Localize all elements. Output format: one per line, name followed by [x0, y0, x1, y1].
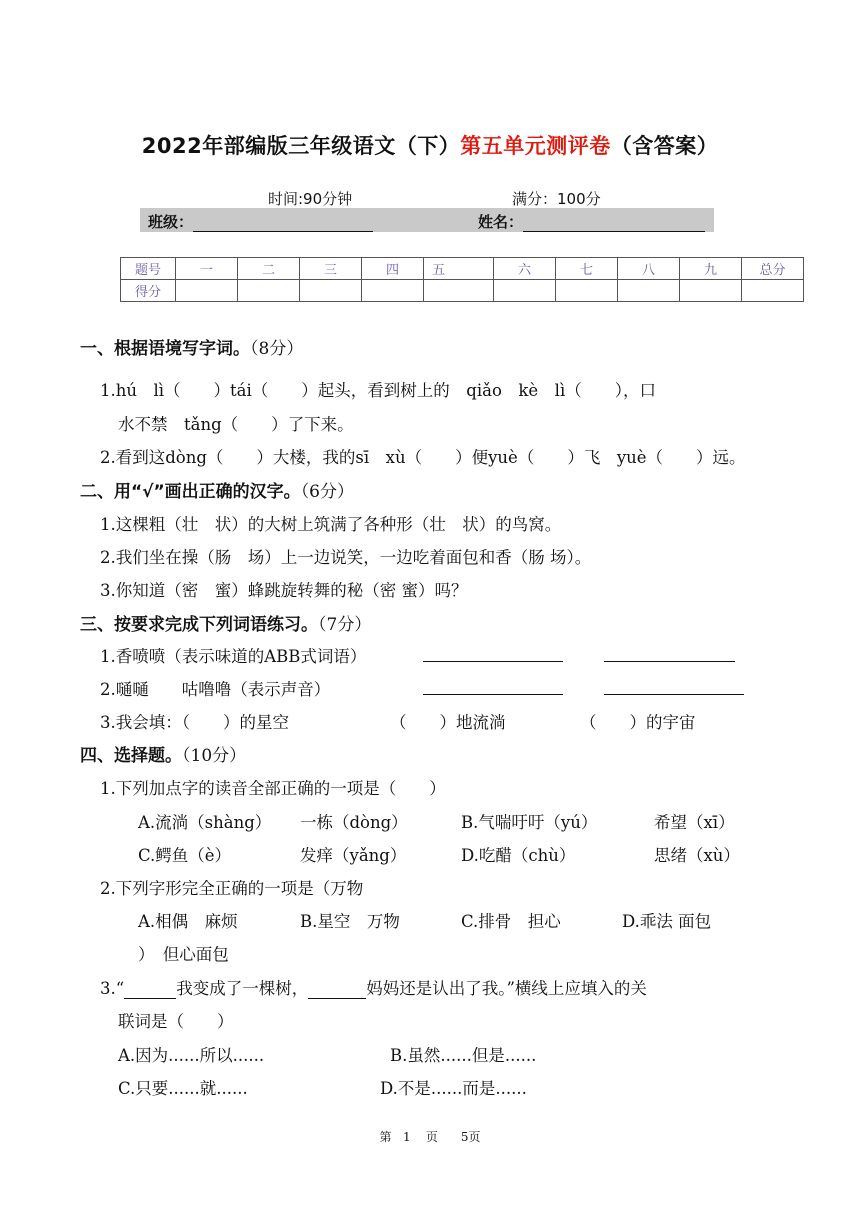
score-table-header	[121, 258, 804, 280]
header-cell: 九	[680, 258, 742, 280]
footer-page-label: 第	[379, 1130, 392, 1144]
s4-q1: 1.下列加点字的读音全部正确的一项是（ ）	[100, 779, 446, 798]
header-cell: 一	[176, 258, 238, 280]
section-points: （6分）	[300, 482, 355, 502]
s4-q2-option-a[interactable]: A.相偶 麻烦	[138, 912, 238, 931]
score-cell[interactable]	[238, 280, 300, 302]
s1-q1-line1: 1.hú lì（ ）tái（ ）起头，看到树上的 qiǎo kè lì（ ），口	[100, 381, 656, 400]
s2-q3: 3.你知道（密 蜜）蜂跳旋转舞的秘（密 蜜）吗？	[100, 581, 468, 600]
score-cell[interactable]	[494, 280, 556, 302]
name-label: 姓名：	[478, 213, 524, 231]
section-points: （8分）	[250, 339, 304, 359]
score-table-row	[121, 280, 804, 302]
page-title	[0, 130, 860, 160]
section-points: （7分）	[318, 615, 372, 635]
title-main: 2022年部编版三年级语文（下）	[141, 134, 461, 158]
footer-page-number: 1	[403, 1130, 411, 1144]
answer-blank[interactable]	[604, 641, 735, 662]
section-4-heading	[80, 741, 246, 766]
s4-q1-option-d[interactable]: D.吃醋（chù）	[461, 846, 576, 865]
s3-q3-b: （ ）地流淌	[390, 713, 506, 732]
header-cell: 四	[362, 258, 424, 280]
section-points: （10分）	[182, 746, 247, 766]
s4-q1-option-b[interactable]: B.气喘吁吁（yú）	[461, 813, 598, 832]
score-cell[interactable]	[618, 280, 680, 302]
header-cell: 六	[494, 258, 556, 280]
score-cell[interactable]	[300, 280, 362, 302]
s4-q2-option-b[interactable]: B.星空 万物	[300, 912, 400, 931]
s3-q3-a: 3.我会填：（ ）的星空	[100, 713, 289, 732]
section-title: 一、根据语境写字词。	[80, 339, 250, 359]
s4-q1-option-a[interactable]: A.流淌（shàng）	[138, 813, 272, 832]
s3-q3-c: （ ）的宇宙	[580, 713, 696, 732]
s2-q2: 2.我们坐在操（肠 场）上一边说笑，一边吃着面包和香（肠 场）。	[100, 548, 592, 567]
s3-q2: 2.嗵嗵 咕噜噜（表示声音）	[100, 680, 331, 699]
header-cell: 七	[556, 258, 618, 280]
row-label-cell: 得分	[121, 280, 176, 302]
footer-total-pages: 5页	[460, 1130, 481, 1144]
header-cell: 二	[238, 258, 300, 280]
score-cell[interactable]	[362, 280, 424, 302]
score-cell[interactable]	[424, 280, 494, 302]
page-footer	[0, 1128, 860, 1145]
header-cell: 三	[300, 258, 362, 280]
section-title: 四、选择题。	[80, 746, 182, 766]
header-cell: 题号	[121, 258, 176, 280]
s4-q2-option-c[interactable]: C.排骨 担心	[461, 912, 561, 931]
s4-q3-option-c[interactable]: C.只要......就......	[118, 1079, 248, 1098]
score-cell[interactable]	[680, 280, 742, 302]
exam-time: 时间:90分钟	[268, 190, 353, 208]
s3-q1: 1.香喷喷（表示味道的ABB式词语）	[100, 647, 367, 666]
answer-blank[interactable]	[423, 674, 563, 695]
s4-q3-option-d[interactable]: D.不是......而是......	[380, 1079, 527, 1098]
s4-q1-option-b2: 希望（xī）	[654, 813, 735, 832]
title-suffix: （含答案）	[610, 134, 719, 158]
s4-q1-option-a2: 一栋（dòng）	[300, 813, 408, 832]
s4-q2-option-d[interactable]: D.乖法 面包	[622, 912, 712, 931]
section-3-heading	[80, 610, 371, 635]
section-1-heading	[80, 334, 303, 359]
title-highlight: 第五单元测评卷	[460, 134, 611, 158]
s2-q1: 1.这棵粗（壮 状）的大树上筑满了各种形（壮 状）的鸟窝。	[100, 515, 562, 534]
name-blank[interactable]	[523, 213, 705, 232]
s4-q3-option-a[interactable]: A.因为......所以......	[118, 1046, 265, 1065]
section-title: 二、用“√”画出正确的汉字。	[80, 482, 301, 502]
q3-text-mid: 我变成了一棵树，	[176, 979, 309, 998]
s1-q1-line2: 水不禁 tǎng（ ）了下来。	[118, 415, 354, 434]
class-blank[interactable]	[193, 213, 373, 232]
answer-blank[interactable]	[308, 978, 366, 999]
class-label: 班级：	[148, 213, 194, 231]
header-cell: 五	[424, 258, 494, 280]
score-cell[interactable]	[556, 280, 618, 302]
s4-q3-option-b[interactable]: B.虽然......但是......	[390, 1046, 537, 1065]
exam-full-score: 满分：100分	[512, 190, 601, 208]
q3-quote-open: 3.“	[100, 979, 125, 998]
s1-q2: 2.看到这dòng（ ）大楼，我的sī xù（ ）便yuè（ ）飞 yuè（ ）远。	[100, 448, 746, 467]
score-cell[interactable]	[742, 280, 804, 302]
header-cell: 八	[618, 258, 680, 280]
score-cell[interactable]	[176, 280, 238, 302]
s4-q1-option-c[interactable]: C.鳄鱼（è）	[138, 846, 232, 865]
answer-blank[interactable]	[423, 641, 563, 662]
s4-q3-line1	[100, 975, 647, 999]
section-title: 三、按要求完成下列词语练习。	[80, 615, 318, 635]
section-2-heading	[80, 477, 354, 502]
class-field[interactable]	[148, 211, 373, 232]
s4-q2: 2.下列字形完全正确的一项是（万物	[100, 879, 364, 898]
name-field[interactable]	[478, 211, 705, 232]
header-cell: 总分	[742, 258, 804, 280]
answer-blank[interactable]	[124, 978, 176, 999]
s4-q1-option-c2: 发痒（yǎng）	[300, 846, 407, 865]
q3-text-end: 妈妈还是认出了我。”横线上应填入的关	[366, 979, 647, 998]
footer-page-unit: 页	[425, 1130, 438, 1144]
s4-q3-line2: 联词是（ ）	[118, 1012, 234, 1031]
answer-blank[interactable]	[604, 674, 744, 695]
s4-q2-continuation: ） 但心面包	[138, 945, 229, 964]
score-table	[120, 257, 804, 302]
s4-q1-option-d2: 思绪（xù）	[654, 846, 740, 865]
